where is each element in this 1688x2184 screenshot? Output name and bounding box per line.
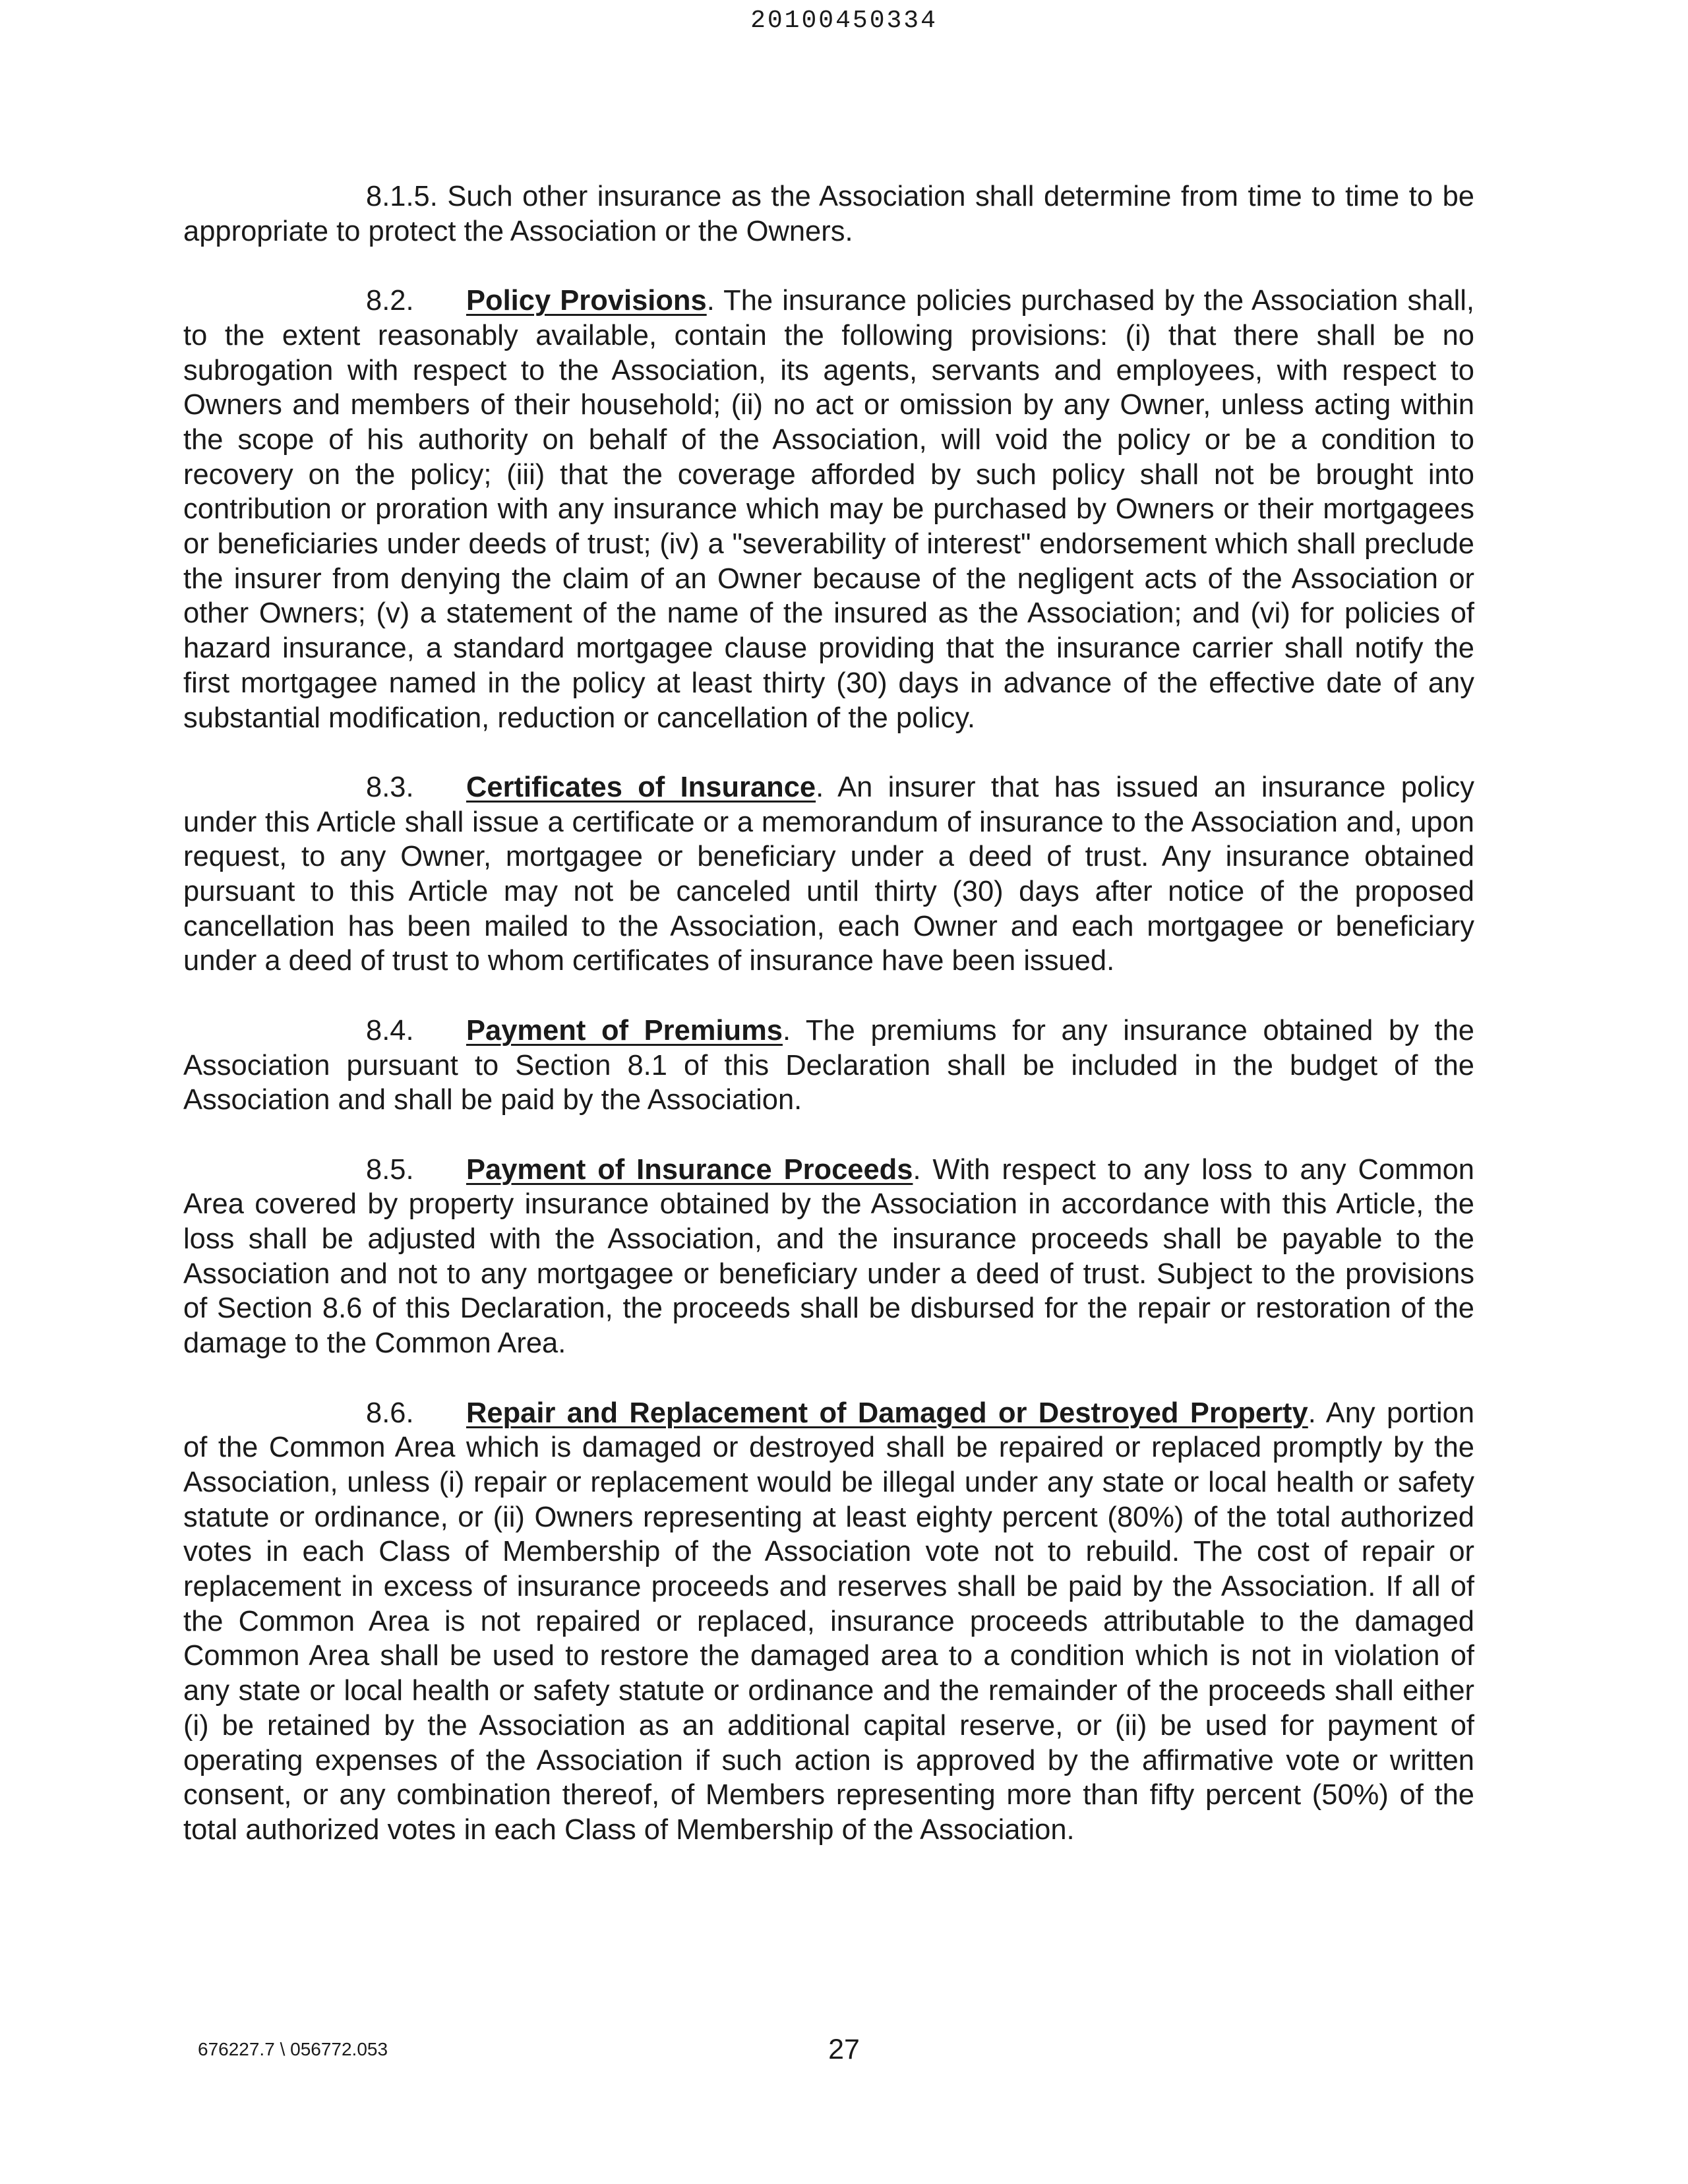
heading-period: . <box>913 1153 921 1186</box>
section-heading: Payment of Premiums <box>466 1014 783 1046</box>
section-text: The insurance policies purchased by the Association shall, to the extent reasonably available, contain the following provisions: (i) that there shall be no subrogation with respect to the Association, its agents, servants and employees, with respect to Owners and members of their household; (ii) no act or omission by any Owner, unless acting within the scope of his authority on behalf of the Association, will void the policy or be a condition to recovery on the policy; (iii) that the coverage afforded by such policy shall not be brought into contribution or proration with any insurance which may be purchased by Owners or their mortgagees or beneficiaries under deeds of trust; (iv) a "severability of interest" endorsement which shall preclude the insurer from denying the claim of an Owner because of the negligent acts of the Association or other Owners; (v) a statement of the name of the insured as the Association; and (vi) for policies of hazard insurance, a standard mortgagee clause providing that the insurance carrier shall notify the first mortgagee named in the policy at least thirty (30) days in advance of the effective date of any substantial modification, reduction or cancellation of the policy. <box>183 285 1474 734</box>
page-number: 27 <box>828 2034 860 2065</box>
section-number: 8.6. <box>366 1397 414 1429</box>
section-heading: Payment of Insurance Proceeds <box>466 1153 913 1186</box>
section-text: An insurer that has issued an insurance policy under this Article shall issue a certificate or a memorandum of insurance to the Association and, upon request, to any Owner, mortgagee or beneficiary under a deed of trust. Any insurance obtained pursuant to this Article may not be canceled until thirty (30) days after notice of the proposed cancellation has been mailed to the Association, each Owner and each mortgagee or beneficiary under a deed of trust to whom certificates of insurance have been issued. <box>183 771 1474 977</box>
section-8-4 <box>183 1014 1474 1118</box>
heading-period: . <box>782 1014 791 1046</box>
section-number: 8.2. <box>366 285 414 317</box>
section-number: 8.5. <box>366 1153 414 1186</box>
section-heading: Repair and Replacement of Damaged or Destroyed Property <box>466 1397 1308 1429</box>
section-8-6 <box>183 1396 1474 1848</box>
section-8-2 <box>183 284 1474 735</box>
section-8-1-5 <box>183 179 1474 249</box>
section-number: 8.1.5. <box>366 181 438 212</box>
heading-period: . <box>706 285 715 317</box>
footer-document-reference: 676227.7 \ 056772.053 <box>198 2039 388 2059</box>
section-8-3 <box>183 770 1474 979</box>
section-heading: Certificates of Insurance <box>466 771 816 803</box>
section-text: Any portion of the Common Area which is damaged or destroyed shall be repaired or replaced promptly by the Association, unless (i) repair or replacement would be illegal under any state or local health or safety statute or ordinance, or (ii) Owners representing at least eighty percent (80%) of the total authorized votes in each Class of Membership of the Association vote not to rebuild. The cost of repair or replacement in excess of insurance proceeds and reserves shall be paid by the Association. If all of the Common Area is not repaired or replaced, insurance proceeds attributable to the damaged Common Area shall be used to restore the damaged area to a condition which is not in violation of any state or local health or safety statute or ordinance and the remainder of the proceeds shall either (i) be retained by the Association as an additional capital reserve, or (ii) be used for payment of operating expenses of the Association if such action is approved by the affirmative vote or written consent, or any combination thereof, of Members representing more than fifty percent (50%) of the total authorized votes in each Class of Membership of the Association. <box>183 1397 1475 1846</box>
document-number: 20100450334 <box>750 7 938 35</box>
section-number: 8.4. <box>366 1014 414 1046</box>
heading-period: . <box>1308 1397 1316 1429</box>
section-text: Such other insurance as the Association shall determine from time to time to be appropriate to protect the Association or the Owners. <box>183 181 1474 247</box>
document-body <box>183 179 1474 1882</box>
section-text: With respect to any loss to any Common Area covered by property insurance obtained by the Association in accordance with this Article, the loss shall be adjusted with the Association, and the insurance proceeds shall be payable to the Association and not to any mortgagee or beneficiary under a deed of trust. Subject to the provisions of Section 8.6 of this Declaration, the proceeds shall be disbursed for the repair or restoration of the damage to the Common Area. <box>183 1153 1475 1360</box>
heading-period: . <box>816 771 824 803</box>
section-text: The premiums for any insurance obtained by the Association pursuant to Section 8.1 of this Declaration shall be included in the budget of the Association and shall be paid by the Association. <box>183 1014 1475 1116</box>
section-number: 8.3. <box>366 771 414 803</box>
section-heading: Policy Provisions <box>466 285 707 317</box>
section-8-5 <box>183 1153 1474 1361</box>
